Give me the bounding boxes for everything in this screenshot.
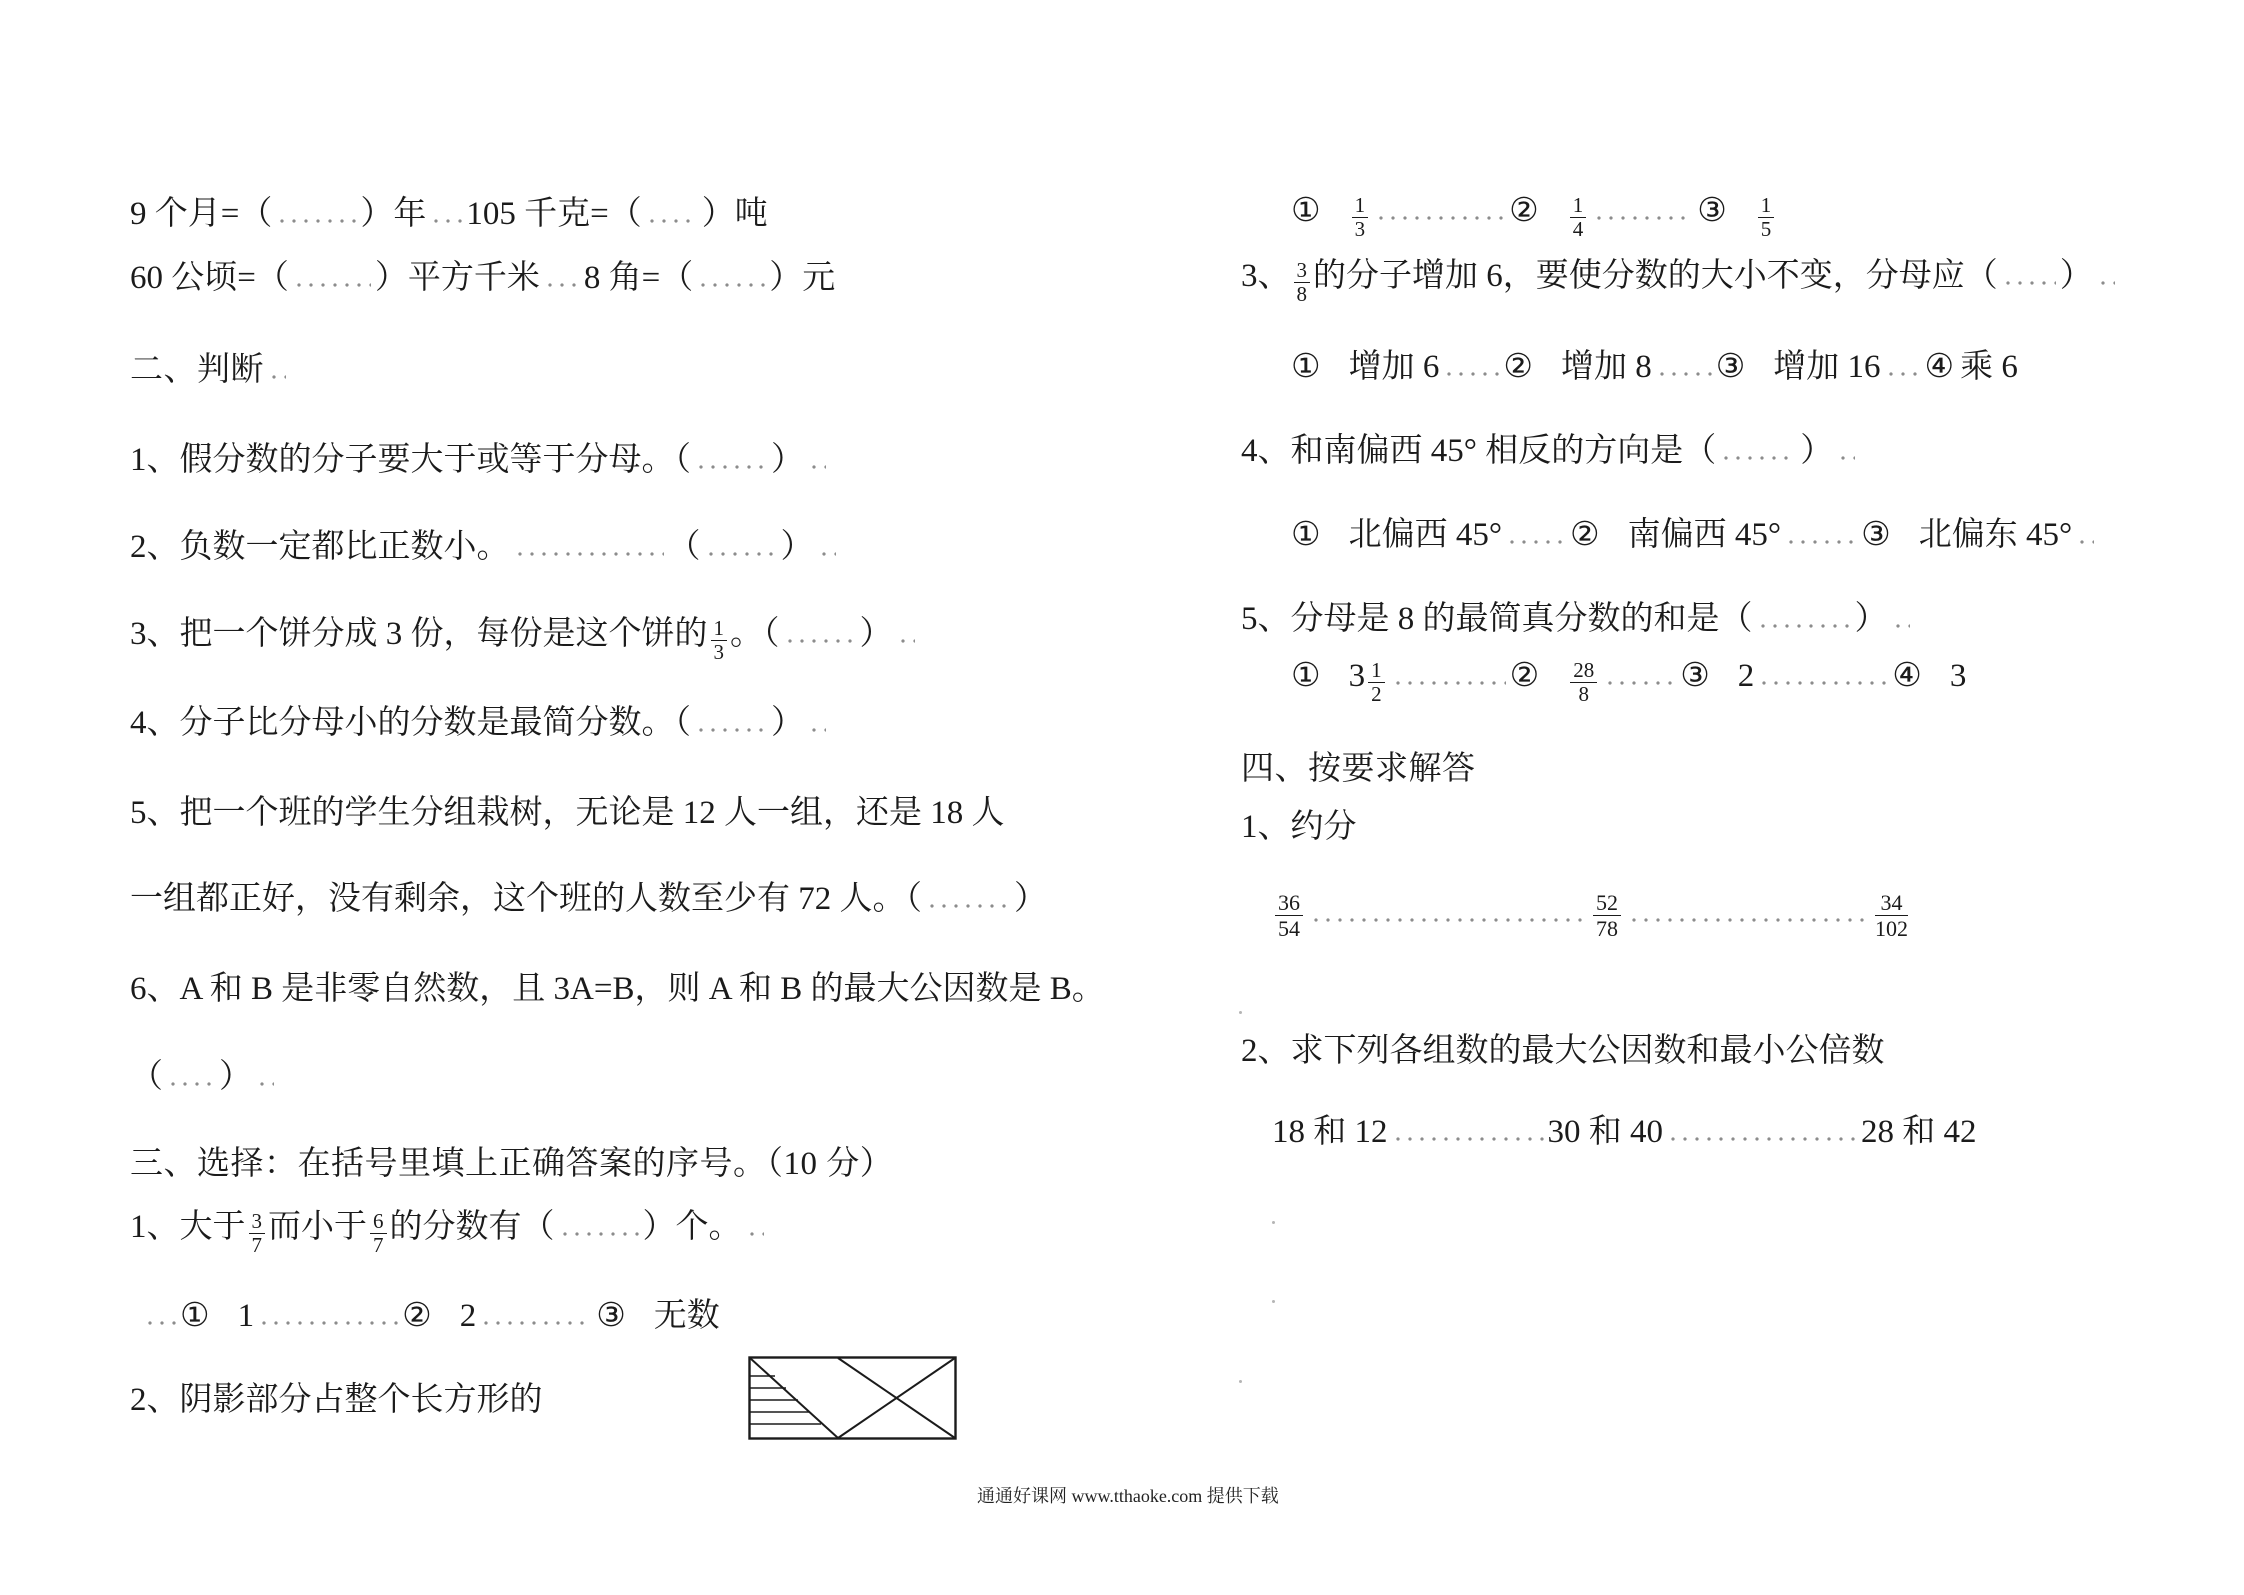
answer-blank-dots: [926, 903, 1010, 909]
conversion-row-2: [130, 258, 835, 298]
question-text: 5、把一个班的学生分组栽树，无论是 12 人一组，还是 18 人: [130, 795, 1005, 831]
judge-question-4: [130, 703, 830, 743]
fraction-denominator: 2: [1371, 682, 1382, 706]
fraction-numerator: 1: [711, 617, 728, 641]
fraction-denominator: 5: [1760, 217, 1772, 241]
tail-dots: [808, 727, 826, 733]
option-mark: ④: [1924, 349, 1955, 385]
sqkm-unit: ）平方千米: [374, 260, 540, 296]
choice-question-1: [130, 1206, 768, 1257]
tail-dots: [256, 1081, 274, 1087]
option-text: 1: [237, 1298, 255, 1334]
option-mark: ③: [596, 1298, 626, 1334]
judge-question-6-line-1: [130, 969, 1105, 1009]
answer-blank-dots: [784, 638, 856, 644]
choice-question-5: [1241, 599, 1914, 639]
fraction-numerator: 52: [1593, 890, 1621, 916]
question-text: 2、求下列各组数的最大公因数和最小公倍数: [1241, 1033, 1885, 1069]
question-text: 5、分母是 8 的最简真分数的和是（: [1241, 601, 1753, 637]
choice-question-2-options: [1291, 190, 1777, 241]
number-pair: 28 和 42: [1861, 1114, 1977, 1150]
spacer-dots: [1656, 371, 1712, 377]
option-text: 北偏西 45°: [1348, 517, 1503, 553]
fraction-numerator: 3: [1294, 259, 1311, 283]
open-paren: （: [667, 529, 701, 565]
tail-dots: [2076, 539, 2094, 545]
close-paren: ）个。: [642, 1209, 742, 1246]
judge-section-heading: [130, 350, 290, 390]
spacer-dots: [1392, 680, 1506, 686]
fraction: [1275, 890, 1303, 941]
fraction: [249, 1210, 266, 1257]
answer-blank-dots: [646, 218, 698, 224]
solve-question-1-title: [1241, 807, 1357, 847]
spacer-dots: [480, 1320, 592, 1326]
fraction-numerator: 6: [370, 1210, 387, 1234]
option-text: 增加 16: [1773, 349, 1881, 385]
fraction-denominator: 7: [251, 1233, 262, 1257]
answer-blank-dots: [2002, 280, 2056, 286]
judge-question-5-line-1: [130, 793, 1005, 833]
spacer-dots: [430, 218, 462, 224]
fraction-numerator: 1: [1758, 194, 1775, 218]
answer-blank-dots: [695, 464, 767, 470]
option-mark: ②: [1509, 193, 1539, 230]
close-paren: ）: [771, 442, 804, 478]
question-text: 一组都正好，没有剩余，这个班的人数至少有 72 人。（: [130, 881, 922, 917]
judge-question-1: [130, 440, 830, 480]
option-text: 3: [1949, 658, 1967, 695]
tail-dots: [268, 374, 286, 380]
mixed-number-whole: 3: [1348, 658, 1366, 695]
question-text: 的分子增加 6，要使分数的大小不变，分母应（: [1313, 258, 1998, 295]
option-mark: ①: [1291, 193, 1321, 230]
question-text: 1、假分数的分子要大于或等于分母。（: [130, 442, 691, 478]
tail-dots: [1892, 623, 1910, 629]
fraction: [1758, 194, 1775, 241]
option-text: 增加 6: [1348, 349, 1440, 385]
months-to-years-prompt: 9 个月=（: [130, 196, 273, 232]
leader-dots: [144, 1320, 176, 1326]
spacer-dots: [1628, 917, 1868, 923]
question-text-after: 。（: [730, 616, 780, 653]
judge-question-3: [130, 613, 919, 664]
spacer-dots: [544, 282, 580, 288]
solve-section-heading: [1241, 749, 1476, 789]
option-mark: ③: [1697, 193, 1727, 230]
stray-mark: [1239, 1011, 1242, 1014]
fraction: [711, 617, 728, 664]
stray-mark: [1272, 1300, 1275, 1303]
fraction: [1368, 659, 1385, 706]
answer-blank-dots: [293, 282, 371, 288]
fraction-denominator: 7: [373, 1233, 384, 1257]
kg-to-ton-prompt: 105 千克=（: [466, 196, 642, 232]
option-text: 无数: [653, 1298, 720, 1334]
question-text-after: 的分数有（: [389, 1209, 555, 1246]
spacer-dots: [1604, 680, 1676, 686]
number-pair: 30 和 40: [1547, 1114, 1663, 1150]
tail-dots: [818, 551, 836, 557]
answer-blank-dots: [695, 727, 767, 733]
choice-question-1-options: [140, 1296, 720, 1336]
option-mark: ②: [1503, 349, 1533, 385]
fraction-denominator: 78: [1596, 915, 1618, 941]
option-mark: ②: [1509, 658, 1540, 695]
choice-question-3: [1241, 255, 2119, 306]
question-text-mid: 而小于: [268, 1209, 367, 1246]
yuan-unit: ）元: [769, 260, 836, 296]
rectangle-outline: [750, 1358, 956, 1439]
conversion-row-1: [130, 194, 768, 234]
close-paren: ）: [2059, 258, 2093, 295]
fraction: [1570, 194, 1587, 241]
option-text: 南偏西 45°: [1627, 517, 1782, 553]
option-mark: ①: [1291, 517, 1321, 553]
option-text: 增加 8: [1560, 349, 1652, 385]
open-paren: （: [130, 1059, 163, 1095]
close-paren: ）: [219, 1059, 252, 1095]
number-pair: 18 和 12: [1272, 1114, 1388, 1150]
fraction-numerator: 1: [1352, 194, 1369, 218]
shaded-rectangle-figure: [748, 1356, 957, 1440]
spacer-dots: [1443, 371, 1499, 377]
fraction-numerator: 36: [1275, 890, 1303, 916]
fraction: [1570, 659, 1597, 706]
close-paren: ）: [859, 616, 893, 653]
fraction-numerator: 34: [1875, 890, 1908, 916]
choice-question-2: [130, 1380, 543, 1420]
spacer-dots: [1885, 371, 1921, 377]
question-text: 1、约分: [1241, 809, 1357, 845]
section-heading-text: 三、选择：在括号里填上正确答案的序号。（10 分）: [130, 1146, 894, 1182]
option-mark: ②: [1570, 517, 1600, 553]
solve-question-2-title: [1241, 1031, 1885, 1071]
spacer-dots: [1310, 917, 1586, 923]
option-text: 2: [1737, 658, 1755, 695]
tail-dots: [2097, 280, 2115, 286]
question-number: 3、: [1241, 258, 1291, 295]
option-text: 乘 6: [1960, 349, 2018, 385]
tail-dots: [897, 638, 915, 644]
fraction: [1593, 890, 1621, 941]
answer-blank-dots: [276, 218, 356, 224]
answer-blank-dots: [697, 282, 765, 288]
fraction-numerator: 1: [1570, 194, 1587, 218]
tail-dots: [1837, 455, 1855, 461]
fraction-denominator: 8: [1578, 682, 1589, 706]
spacer-dots: [1506, 539, 1566, 545]
question-text: 1、大于: [130, 1209, 246, 1246]
question-text: 4、和南偏西 45° 相反的方向是（: [1241, 433, 1717, 469]
judge-question-2: [130, 527, 840, 567]
close-paren: ）: [1800, 433, 1834, 469]
option-mark: ①: [180, 1298, 210, 1334]
choice-question-3-options: [1291, 347, 2018, 387]
question-text: 4、分子比分母小的分数是最简分数。（: [130, 705, 691, 741]
tail-dots: [808, 464, 826, 470]
section-heading-text: 四、按要求解答: [1241, 751, 1476, 787]
fraction-numerator: 3: [249, 1210, 266, 1234]
question-text: 2、阴影部分占整个长方形的: [130, 1382, 543, 1418]
fraction: [1875, 890, 1908, 941]
gcd-lcm-pairs-row: [1272, 1112, 1977, 1152]
option-mark: ③: [1680, 658, 1710, 695]
close-paren: ）: [771, 705, 804, 741]
spacer-dots: [1785, 539, 1857, 545]
question-text: 6、A 和 B 是非零自然数，且 3A=B，则 A 和 B 的最大公因数是 B。: [130, 971, 1105, 1007]
answer-blank-dots: [167, 1081, 215, 1087]
choice-question-4-options: [1291, 515, 2098, 555]
question-text: 3、把一个饼分成 3 份，每份是这个饼的: [130, 616, 708, 653]
tail-dots: [746, 1231, 764, 1237]
option-mark: ④: [1892, 658, 1922, 695]
jiao-to-yuan-prompt: 8 角=（: [583, 260, 694, 296]
spacer-dots: [258, 1320, 398, 1326]
ton-unit: ）吨: [701, 196, 768, 232]
option-mark: ②: [402, 1298, 432, 1334]
fraction-numerator: 28: [1570, 659, 1597, 683]
stray-mark: [1239, 1380, 1242, 1383]
fraction-denominator: 3: [713, 640, 724, 664]
spacer-dots: [1593, 215, 1693, 221]
year-unit: ）年: [360, 196, 427, 232]
judge-question-6-line-2: [130, 1057, 278, 1097]
fraction: [1294, 259, 1311, 306]
fraction-denominator: 4: [1572, 217, 1584, 241]
spacer-dots: [1375, 215, 1505, 221]
fraction-denominator: 54: [1278, 915, 1300, 941]
answer-blank-dots: [1720, 455, 1796, 461]
choice-question-4: [1241, 431, 1859, 471]
option-text: 北偏东 45°: [1918, 517, 2073, 553]
close-paren: ）: [1854, 601, 1888, 637]
choice-section-heading: [130, 1144, 893, 1184]
fraction: [370, 1210, 387, 1257]
simplify-fractions-row: [1272, 887, 1911, 939]
fraction-denominator: 8: [1296, 282, 1307, 306]
stray-mark: [1272, 1221, 1275, 1224]
fraction-denominator: 102: [1875, 915, 1908, 941]
fraction: [1352, 194, 1369, 241]
spacer-dots: [1667, 1136, 1857, 1142]
option-mark: ③: [1861, 517, 1891, 553]
close-paren: ）: [1014, 881, 1047, 917]
judge-question-5-line-2: [130, 879, 1047, 919]
answer-blank-dots: [705, 551, 777, 557]
fraction-numerator: 1: [1368, 659, 1385, 683]
question-text: 2、负数一定都比正数小。: [130, 529, 510, 565]
spacer-dots: [1758, 680, 1888, 686]
option-text: 2: [459, 1298, 477, 1334]
section-heading-text: 二、判断: [130, 352, 264, 388]
choice-question-5-options: [1291, 655, 1967, 706]
fraction-denominator: 3: [1354, 217, 1366, 241]
option-mark: ①: [1291, 349, 1321, 385]
answer-blank-dots: [1757, 623, 1851, 629]
answer-blank-dots: [559, 1231, 639, 1237]
option-mark: ①: [1291, 658, 1321, 695]
hectare-to-sqkm-prompt: 60 公顷=（: [130, 260, 289, 296]
spacer-dots: [1392, 1136, 1544, 1142]
page-footer: 通通好课网 www.tthaoke.com 提供下载: [977, 1486, 1279, 1506]
leader-dots: [514, 551, 664, 557]
option-mark: ③: [1715, 349, 1746, 385]
close-paren: ）: [780, 529, 814, 565]
